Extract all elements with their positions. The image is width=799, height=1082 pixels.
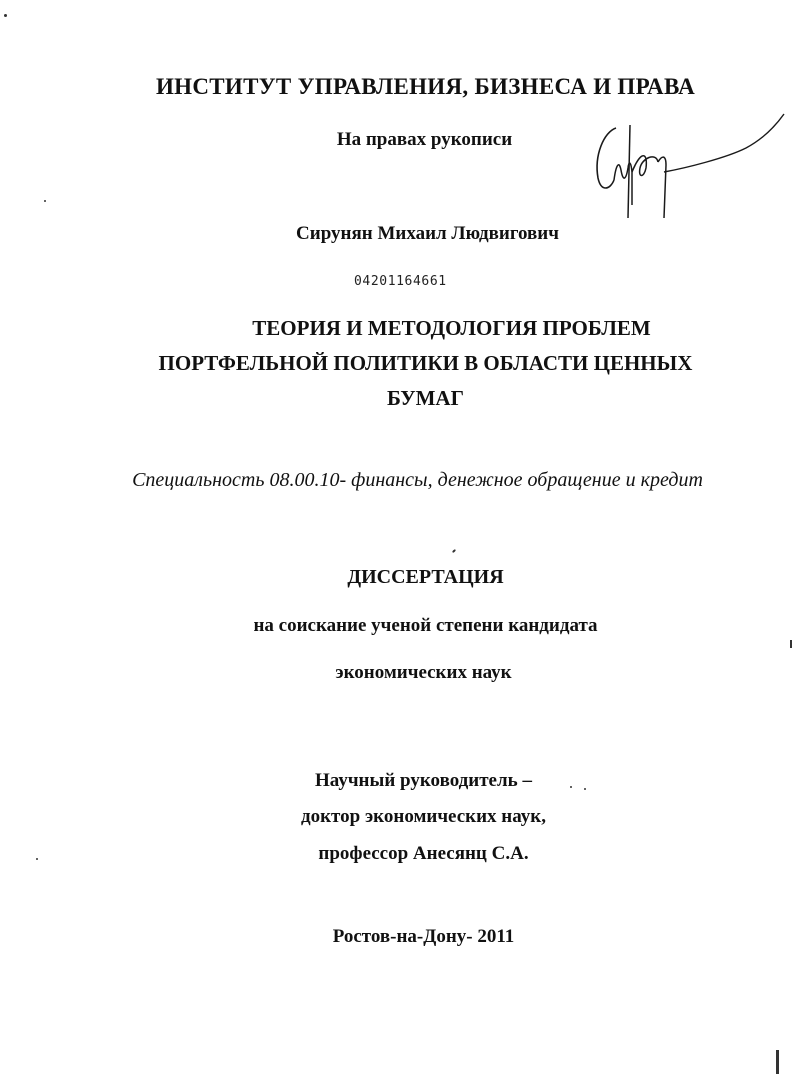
manuscript-rights-note: На правах рукописи [336,129,513,150]
scan-speck [776,1050,779,1074]
supervisor-line-1: Научный руководитель – [315,770,532,791]
scan-speck [570,786,572,788]
institute-name: ИНСТИТУТ УПРАВЛЕНИЯ, БИЗНЕСА И ПРАВА [155,74,696,99]
handwritten-signature [586,110,786,225]
scan-speck [4,14,7,17]
thesis-title-line-1: ТЕОРИЯ И МЕТОДОЛОГИЯ ПРОБЛЕМ [252,316,651,340]
work-type-heading: ДИССЕРТАЦИЯ [347,566,504,588]
scan-speck [44,200,46,202]
scan-speck [452,549,456,553]
specialty-line: Специальность 08.00.10- финансы, денежное обращение и кредит [132,469,703,491]
thesis-title-line-2: ПОРТФЕЛЬНОЙ ПОЛИТИКИ В ОБЛАСТИ ЦЕННЫХ [158,351,693,375]
scan-speck [790,640,792,648]
supervisor-line-2: доктор экономических наук, [301,806,546,827]
supervisor-line-3: профессор Анесянц С.А. [318,843,529,864]
degree-line-2: экономических наук [335,662,512,683]
catalog-code: 04201164661 [354,274,447,289]
scan-speck [584,788,586,790]
author-name: Сирунян Михаил Людвигович [296,223,559,244]
degree-line-1: на соискание ученой степени кандидата [253,615,598,636]
thesis-title-line-3: БУМАГ [387,386,464,410]
scan-speck [36,858,38,860]
city-year: Ростов-на-Дону- 2011 [332,926,515,947]
